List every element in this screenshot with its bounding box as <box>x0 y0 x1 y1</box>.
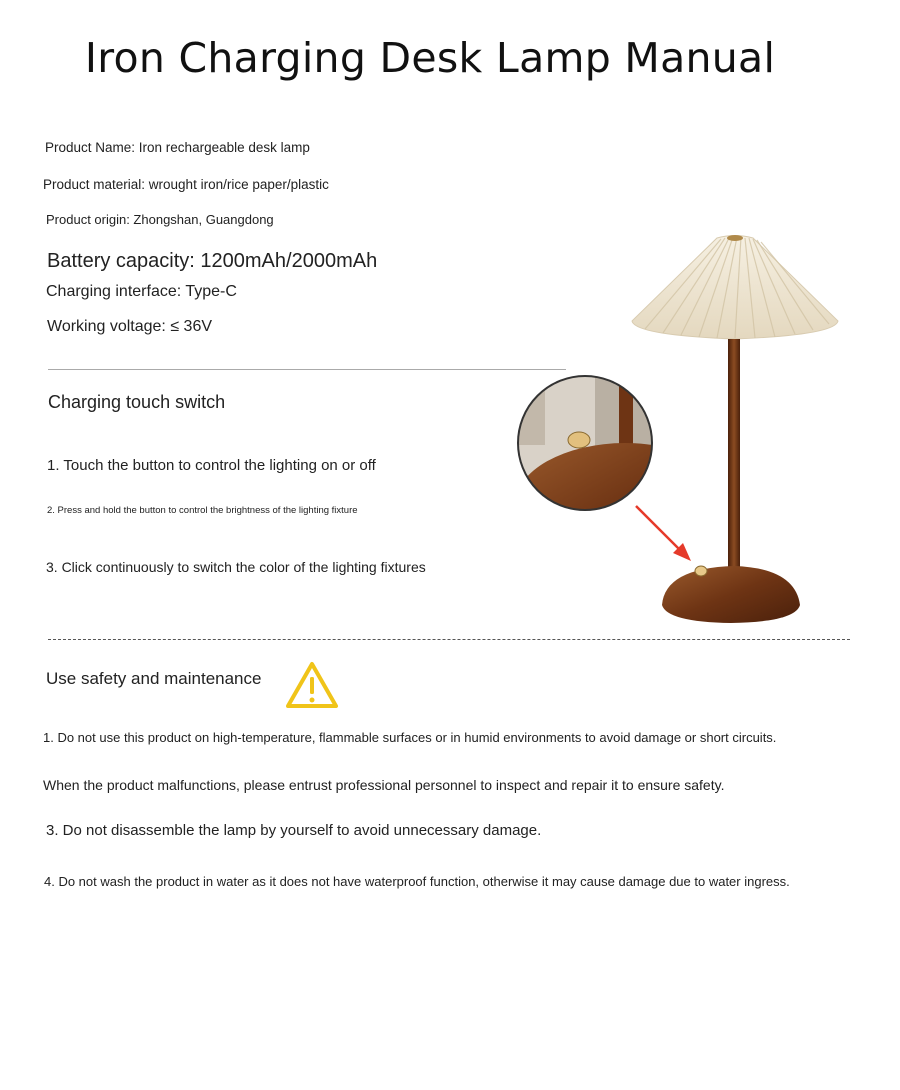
spec-battery-capacity: Battery capacity: 1200mAh/2000mAh <box>47 250 378 272</box>
switch-item-3: 3. Click continuously to switch the color of the lighting fixtures <box>46 559 426 575</box>
warning-triangle-icon <box>285 660 339 710</box>
spec-product-material: Product material: wrought iron/rice paper/plastic <box>43 177 329 192</box>
switch-heading: Charging touch switch <box>48 392 226 412</box>
spec-product-name: Product Name: Iron rechargeable desk lamp <box>45 140 310 155</box>
safety-heading: Use safety and maintenance <box>46 669 262 688</box>
switch-item-1: 1. Touch the button to control the lighting on or off <box>47 457 376 474</box>
safety-item-2: When the product malfunctions, please entrust professional personnel to inspect and repair it to ensure safety. <box>43 777 725 793</box>
lamp-image <box>505 225 855 630</box>
page-title: Iron Charging Desk Lamp Manual <box>84 34 776 82</box>
safety-item-1: 1. Do not use this product on high-temperature, flammable surfaces or in humid environments to avoid damage or short circuits. <box>43 730 777 745</box>
dashed-divider <box>48 639 850 640</box>
spec-working-voltage: Working voltage: ≤ 36V <box>47 318 213 335</box>
section-divider <box>48 369 566 370</box>
spec-product-origin: Product origin: Zhongshan, Guangdong <box>46 212 274 227</box>
safety-item-4: 4. Do not wash the product in water as it does not have waterproof function, otherwise it may cause damage due to water ingress. <box>44 874 790 889</box>
safety-item-3: 3. Do not disassemble the lamp by yourself to avoid unnecessary damage. <box>46 822 542 839</box>
switch-item-2: 2. Press and hold the button to control the brightness of the lighting fixture <box>47 505 358 516</box>
spec-charging-interface: Charging interface: Type-C <box>46 283 237 300</box>
